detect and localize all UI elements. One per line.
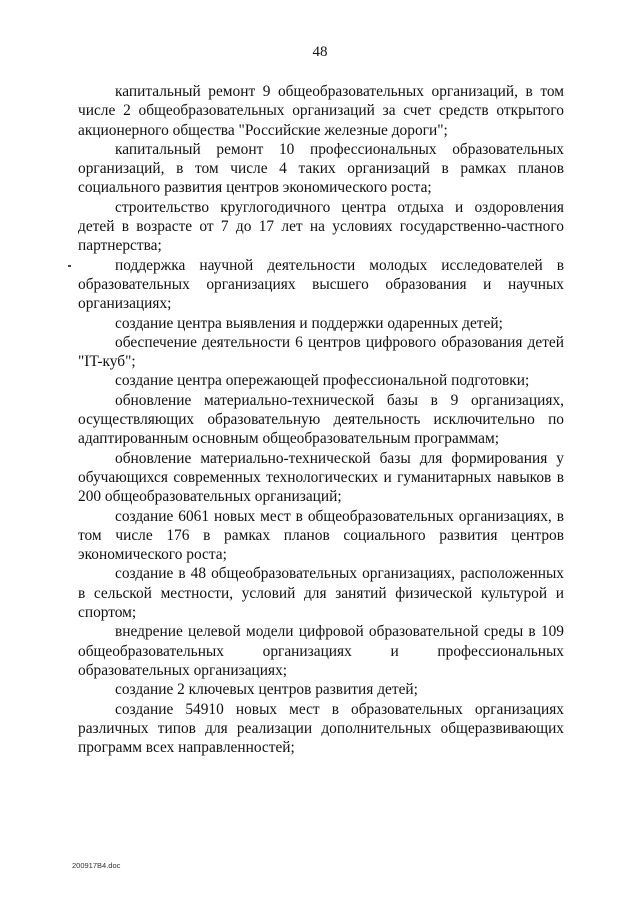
paragraph-6: обеспечение деятельности 6 центров цифрового образования детей "IT-куб"; <box>78 333 564 371</box>
paragraph-4: поддержка научной деятельности молодых исследователей в образовательных организациях высшего образования и научных организациях; <box>78 256 564 313</box>
paragraph-7: создание центра опережающей профессиональной подготовки; <box>115 372 530 390</box>
document-body <box>78 82 564 757</box>
paragraph-5: создание центра выявления и поддержки одаренных детей; <box>115 314 503 332</box>
paragraph-2: капитальный ремонт 10 профессиональных образовательных организаций, в том числе 4 таких организаций в рамках планов социального развития центров экономического роста; <box>78 140 564 197</box>
paragraph-12: внедрение целевой модели цифровой образовательной среды в 109 общеобразовательных организациях и профессиональных образовательных организациях; <box>78 623 564 679</box>
paragraph-13: создание 2 ключевых центров развития детей; <box>115 681 418 699</box>
paragraph-11: создание в 48 общеобразовательных организациях, расположенных в сельской местности, условий для занятий физической культурой и спортом; <box>78 565 564 622</box>
paragraph-14: создание 54910 новых мест в образовательных организациях различных типов для реализации дополнительных общеразвивающих программ всех направленностей; <box>78 700 564 757</box>
mark <box>68 265 71 267</box>
paragraph-8: обновление материально-технической базы в 9 организациях, осуществляющих образовательную деятельность исключительно по адаптированным основным общеобразовательным программам; <box>78 391 564 448</box>
page-number: 48 <box>312 44 328 60</box>
paragraph-10: создание 6061 новых мест в общеобразовательных организациях, в том числе 176 в рамках планов социального развития центров экономического роста; <box>78 507 564 564</box>
paragraph-3: строительство круглогодичного центра отдыха и оздоровления детей в возрасте от 7 до 17 лет на условиях государственно-частного партнерства; <box>78 198 564 255</box>
paragraph-9: обновление материально-технической базы для формирования у обучающихся современных технологических и гуманитарных навыков в 200 общеобразовательных организаций; <box>78 449 564 506</box>
footer-filename: 200917В4.doc <box>72 861 121 870</box>
paragraph-1: капитальный ремонт 9 общеобразовательных организаций, в том числе 2 общеобразовательных организаций за счет средств открытого акционерного общества "Российские железные дороги"; <box>78 83 564 139</box>
